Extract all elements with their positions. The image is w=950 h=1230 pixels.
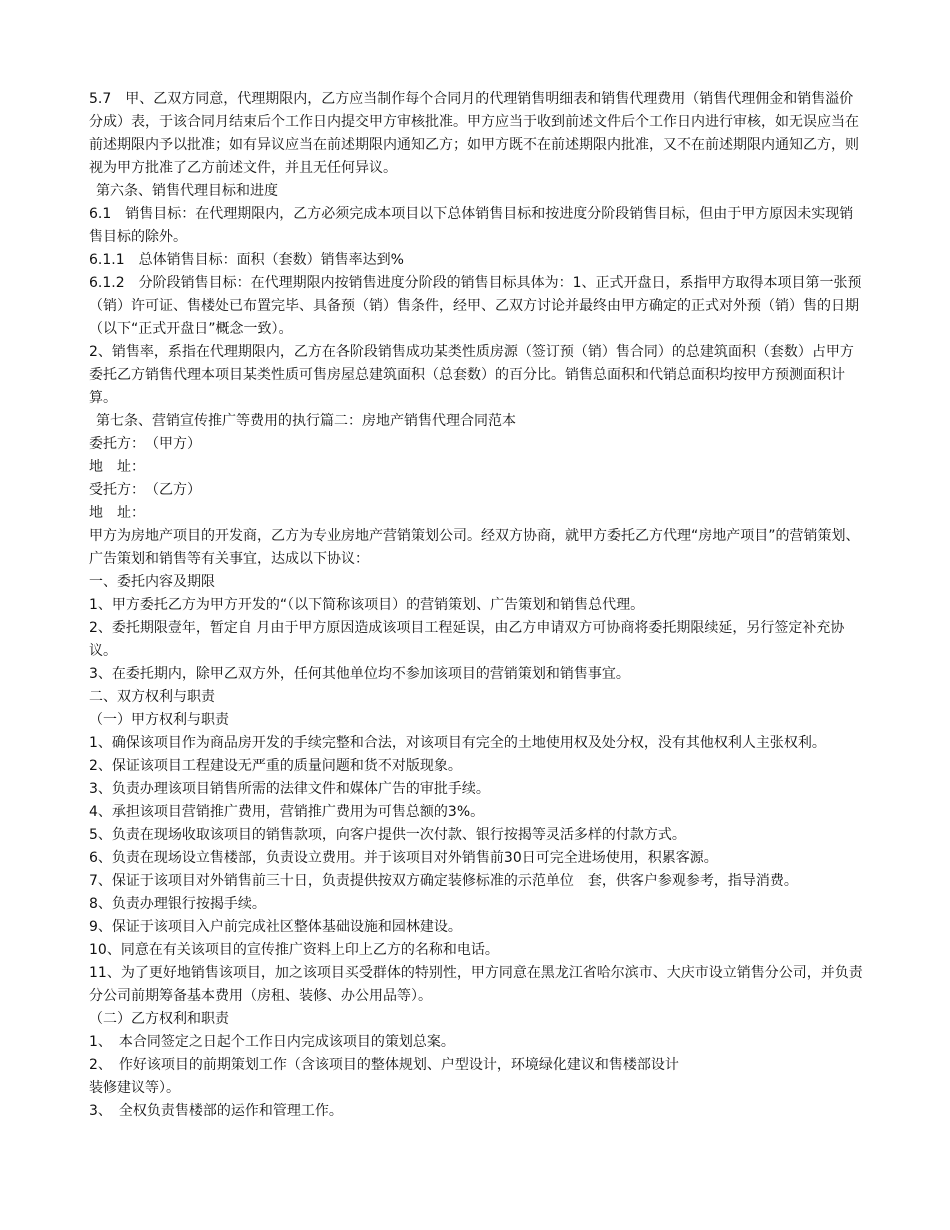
party-a-item-8: 8、负责办理银行按揭手续。 (89, 896, 266, 912)
section-1-item-3: 3、在委托期内，除甲乙双方外，任何其他单位均不参加该项目的营销策划和销售事宜。 (89, 666, 630, 682)
party-a-duties-heading: （一）甲方权利与职责 (89, 712, 229, 728)
party-b-item-2: 2、 作好该项目的前期策划工作（含该项目的整体规划、户型设计，环境绿化建议和售楼部设计 (89, 1057, 679, 1073)
party-b-item-3: 3、 全权负责售楼部的运作和管理工作。 (89, 1103, 343, 1119)
article-6-heading: 第六条、销售代理目标和进度 (96, 183, 278, 199)
principal-line: 委托方： （甲方） (89, 436, 201, 452)
party-b-duties-heading: （二）乙方权利和职责 (89, 1011, 229, 1027)
article-7-heading: 第七条、营销宣传推广等费用的执行篇二：房地产销售代理合同范本 (96, 413, 516, 429)
principal-address-line: 地 址： (89, 459, 145, 475)
agent-line: 受托方： （乙方） (89, 482, 201, 498)
party-a-item-6: 6、负责在现场设立售楼部，负责设立费用。并于该项目对外销售前30日可完全进场使用，积累客源。 (89, 850, 718, 866)
document-page (89, 88, 864, 1123)
party-a-item-1: 1、确保该项目作为商品房开发的手续完整和合法，对该项目有完全的土地使用权及处分权，没有其他权利人主张权利。 (89, 735, 826, 751)
clause-6-1: 6.1 销售目标：在代理期限内，乙方必须完成本项目以下总体销售目标和按进度分阶段销售目标，但由于甲方原因未实现销售目标的除外。 (89, 206, 854, 245)
party-a-item-7: 7、保证于该项目对外销售前三十日，负责提供按双方确定装修标准的示范单位 套，供客户参观参考，指导消费。 (89, 873, 798, 889)
clause-5-7: 5.7 甲、乙双方同意，代理期限内，乙方应当制作每个合同月的代理销售明细表和销售代理费用（销售代理佣金和销售溢价分成）表，于该合同月结束后个工作日内提交甲方审核批准。甲方应当于收到前述文件后个工作日内进行审核，如无误应当在前述期限内予以批准；如有异议应当在前述期限内通知乙方；如甲方既不在前述期限内批准，又不在前述期限内通知乙方，则视为甲方批准了乙方前述文件，并且无任何异议。 (89, 91, 859, 176)
party-a-item-2: 2、保证该项目工程建设无严重的质量问题和货不对版现象。 (89, 758, 462, 774)
party-b-item-1: 1、 本合同签定之日起个工作日内完成该项目的策划总案。 (89, 1034, 455, 1050)
party-a-item-4: 4、承担该项目营销推广费用，营销推广费用为可售总额的3%。 (89, 804, 485, 820)
party-a-item-9: 9、保证于该项目入户前完成社区整体基础设施和园林建设。 (89, 919, 462, 935)
party-b-item-2-continued: 装修建议等）。 (89, 1080, 180, 1096)
section-1-heading: 一、委托内容及期限 (89, 574, 215, 590)
party-a-item-10: 10、同意在有关该项目的宣传推广资料上印上乙方的名称和电话。 (89, 942, 499, 958)
clause-6-1-2: 6.1.2 分阶段销售目标：在代理期限内按销售进度分阶段的销售目标具体为：1、正式开盘日，系指甲方取得本项目第一张预（销）许可证、售楼处已布置完毕、具备预（销）售条件，经甲、乙双方讨论并最终由甲方确定的正式对外预（销）售的日期（以下“正式开盘日”概念一致）。 (89, 275, 862, 337)
preamble: 甲方为房地产项目的开发商，乙方为专业房地产营销策划公司。经双方协商，就甲方委托乙方代理“房地产项目”的营销策划、广告策划和销售等有关事宜，达成以下协议： (89, 528, 860, 567)
section-2-heading: 二、双方权利与职责 (89, 689, 215, 705)
party-a-item-5: 5、负责在现场收取该项目的销售款项，向客户提供一次付款、银行按揭等灵活多样的付款方式。 (89, 827, 686, 843)
party-a-item-3: 3、负责办理该项目销售所需的法律文件和媒体广告的审批手续。 (89, 781, 490, 797)
sales-rate-definition: 2、销售率，系指在代理期限内，乙方在各阶段销售成功某类性质房源（签订预（销）售合同）的总建筑面积（套数）占甲方委托乙方销售代理本项目某类性质可售房屋总建筑面积（总套数）的百分比。销售总面积和代销总面积均按甲方预测面积计算。 (89, 344, 854, 406)
section-1-item-2: 2、委托期限壹年，暂定自 月由于甲方原因造成该项目工程延误，由乙方申请双方可协商将委托期限续延，另行签定补充协议。 (89, 620, 845, 659)
party-a-item-11: 11、为了更好地销售该项目，加之该项目买受群体的特别性，甲方同意在黑龙江省哈尔滨市、大庆市设立销售分公司，并负责分公司前期筹备基本费用（房租、装修、办公用品等）。 (89, 965, 863, 1004)
section-1-item-1: 1、甲方委托乙方为甲方开发的“（以下简称该项目）的营销策划、广告策划和销售总代理。 (89, 597, 645, 613)
clause-6-1-1: 6.1.1 总体销售目标：面积（套数）销售率达到% (89, 252, 404, 268)
agent-address-line: 地 址： (89, 505, 145, 521)
